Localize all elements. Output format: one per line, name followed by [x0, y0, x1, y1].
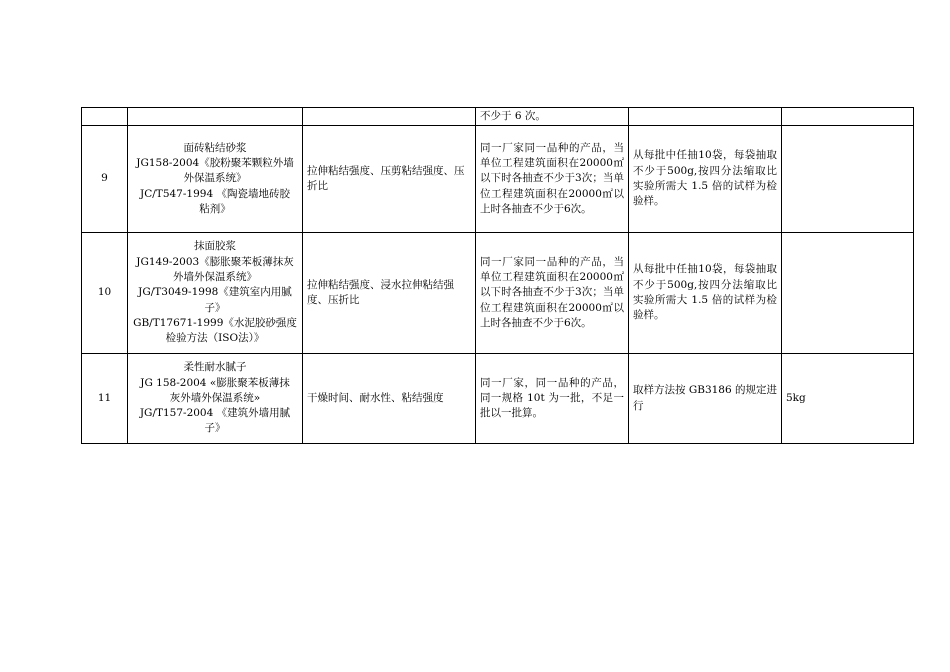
material-name: 抹面胶浆 [194, 240, 236, 253]
standard-line: JG/T157-2004 《建筑外墙用腻 [139, 407, 291, 420]
table-row [82, 108, 914, 126]
test-items-cell: 拉伸粘结强度、浸水拉伸粘结强度、压折比 [303, 233, 476, 354]
standard-line: JG149-2003《膨胀聚苯板薄抹灰 [136, 255, 294, 268]
material-standard-cell [128, 233, 303, 354]
test-items-cell: 干燥时间、耐水性、粘结强度 [303, 354, 476, 444]
sample-quantity-cell: 5kg [782, 354, 914, 444]
material-standard-cell [128, 126, 303, 233]
sample-quantity-cell [782, 233, 914, 354]
standard-line: 外墙外保温系统》 [173, 271, 257, 284]
specification-table [81, 107, 914, 444]
row-number: 11 [82, 354, 128, 444]
standard-line: JC/T547-1994 《陶瓷墙地砖胶 [140, 187, 290, 200]
sample-quantity-cell [782, 126, 914, 233]
sampling-method-cell [629, 108, 782, 126]
sampling-rule-cell: 同一厂家同一品种的产品，当单位工程建筑面积在20000㎡以下时各抽查不少于3次；当单位工程建筑面积在20000㎡以上时各抽查不少于6次。 [476, 233, 629, 354]
sampling-rule-cell: 同一厂家，同一品种的产品，同一规格 10t 为一批，不足一批以一批算。 [476, 354, 629, 444]
sample-quantity-cell [782, 108, 914, 126]
sampling-method-cell: 取样方法按 GB3186 的规定进行 [629, 354, 782, 444]
row-number: 10 [82, 233, 128, 354]
sampling-method-cell: 从每批中任抽10袋，每袋抽取不少于500g,按四分法缩取比实验所需大 1.5 倍的试样为检验样。 [629, 233, 782, 354]
table-row [82, 354, 914, 444]
standard-line: JG/T3049-1998《建筑室内用腻 [138, 286, 292, 299]
standard-line: JG 158-2004 «膨胀聚苯板薄抹 [140, 376, 290, 389]
material-name: 柔性耐水腻子 [183, 361, 247, 374]
sampling-method-cell: 从每批中任抽10袋，每袋抽取不少于500g,按四分法缩取比实验所需大 1.5 倍的试样为检验样。 [629, 126, 782, 233]
material-standard-cell [128, 354, 303, 444]
row-number: 9 [82, 126, 128, 233]
standard-line: JG158-2004《胶粉聚苯颗粒外墙 [136, 157, 294, 170]
sampling-rule-cell: 同一厂家同一品种的产品，当单位工程建筑面积在20000㎡以下时各抽查不少于3次；当单位工程建筑面积在20000㎡以上时各抽查不少于6次。 [476, 126, 629, 233]
sampling-rule-cell: 不少于 6 次。 [476, 108, 629, 126]
table-row [82, 126, 914, 233]
standard-line: 外保温系统》 [183, 172, 247, 185]
standard-line: GB/T17671-1999《水泥胶砂强度 [133, 316, 297, 329]
material-standard-cell [128, 108, 303, 126]
test-items-cell [303, 108, 476, 126]
test-items-cell: 拉伸粘结强度、压剪粘结强度、压折比 [303, 126, 476, 233]
table-row [82, 233, 914, 354]
standard-line: 灰外墙外保温系统» [169, 391, 261, 404]
material-name: 面砖粘结砂浆 [183, 141, 247, 154]
standard-line: 粘剂》 [199, 202, 231, 215]
standard-line: 检验方法（ISO法）》 [165, 332, 265, 345]
standard-line: 子》 [204, 422, 226, 435]
row-number [82, 108, 128, 126]
standard-line: 子》 [204, 301, 226, 314]
